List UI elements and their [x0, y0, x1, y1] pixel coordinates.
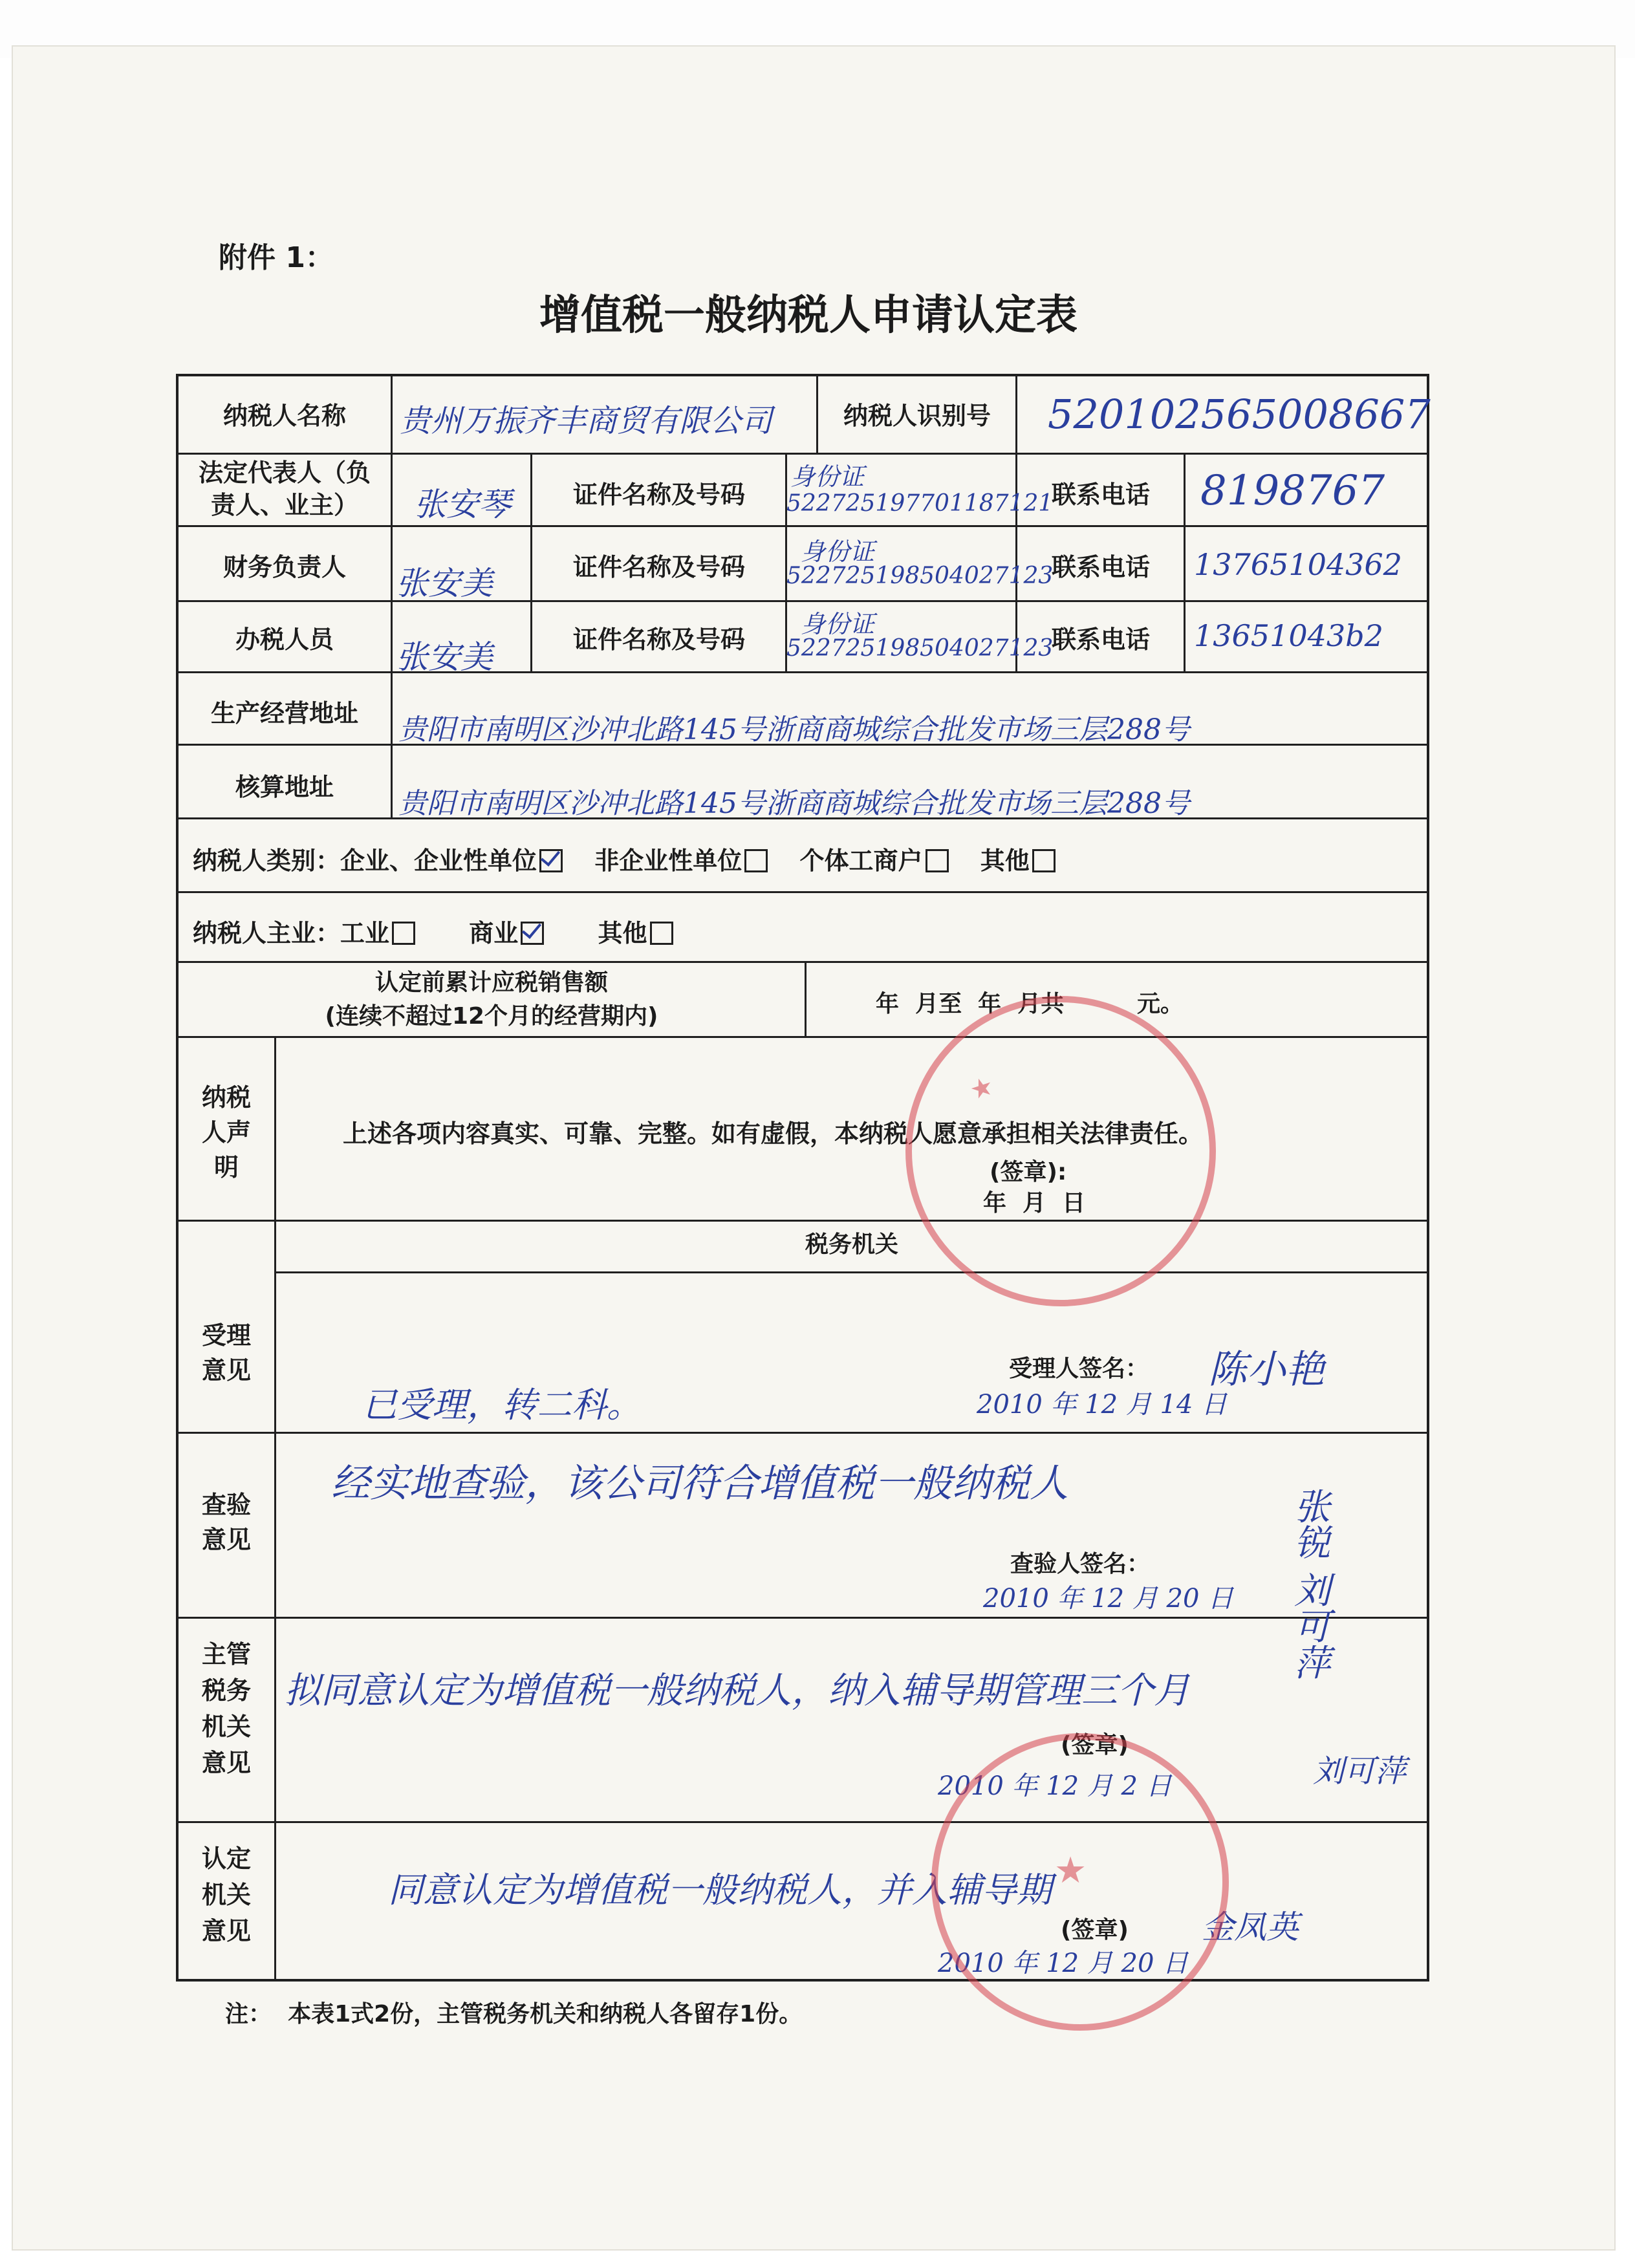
sales-label: [179, 966, 805, 1033]
rule-14: [176, 1821, 1429, 1823]
category-prefix: 纳税人类别：企业、企业性单位: [193, 847, 537, 875]
supervisor-opinion: 拟同意认定为增值税一般纳税人，纳入辅导期管理三个月: [285, 1670, 1190, 1712]
vrule-mid-1: [816, 374, 818, 454]
tax-officer-id-no: 522725198504027123: [786, 635, 1054, 662]
legal-rep-id-label: 证件名称及号码: [572, 481, 745, 509]
table-border-bottom: [176, 1979, 1429, 1982]
rule-13: [176, 1617, 1429, 1619]
category-individual-checkbox[interactable]: [926, 849, 949, 872]
approve-opinion: 同意认定为增值税一般纳税人，并入辅导期: [388, 1870, 1052, 1910]
category-other-checkbox[interactable]: [1032, 849, 1056, 872]
legal-rep-id-type: 身份证: [790, 462, 865, 491]
approve-label: [179, 1841, 274, 1949]
legal-rep-label: [179, 457, 391, 521]
declaration-label-3: 明: [213, 1153, 239, 1182]
declaration-text: 上述各项内容真实、可靠、完整。如有虚假，本纳税人愿意承担相关法律责任。: [343, 1119, 1204, 1148]
rule-8: [176, 961, 1429, 963]
taxpayer-id-label: 纳税人识别号: [843, 402, 991, 430]
accept-label-1: 受理: [201, 1321, 251, 1350]
accept-label-2: 意见: [201, 1356, 251, 1385]
inspect-label-1: 查验: [201, 1491, 251, 1519]
legal-rep-phone-label: 联系电话: [1051, 481, 1150, 509]
finance-id-label: 证件名称及号码: [572, 553, 745, 581]
legal-rep-name: 张安琴: [414, 486, 511, 523]
accept-date: 2010 年 12 月 14 日: [977, 1390, 1228, 1420]
supervisor-label-1: 主管: [201, 1640, 251, 1669]
inspect-date: 2010 年 12 月 20 日: [983, 1584, 1234, 1614]
acct-address-label: 核算地址: [235, 773, 334, 801]
accept-signer: 陈小艳: [1208, 1347, 1325, 1392]
tax-officer-label: 办税人员: [235, 625, 334, 654]
supervisor-seal: (签章): [1061, 1732, 1129, 1758]
rule-1: [176, 453, 1429, 455]
rule-2: [176, 525, 1429, 527]
finance-phone-label: 联系电话: [1051, 553, 1150, 581]
business-commerce-checkbox[interactable]: [521, 922, 544, 945]
tax-officer-phone: 13651043b2: [1194, 618, 1383, 653]
finance-label: 财务负责人: [222, 553, 346, 581]
accept-signer-label: 受理人签名：: [1009, 1355, 1149, 1382]
rule-12: [176, 1432, 1429, 1434]
declaration-seal: (签章):: [990, 1159, 1067, 1185]
taxpayer-name-label: 纳税人名称: [222, 402, 346, 430]
tax-officer-name: 张安美: [396, 638, 493, 676]
tax-officer-id-type: 身份证: [801, 610, 875, 638]
company-seal-star-icon: ★: [966, 1070, 998, 1107]
inspect-signers: 张锐 刘可萍: [1288, 1487, 1330, 1680]
inspect-label: [179, 1487, 274, 1557]
supervisor-label: [179, 1636, 274, 1781]
form-title: 增值税一般纳税人申请认定表: [539, 292, 1077, 340]
taxpayer-id-value: 520102565008667: [1048, 391, 1431, 438]
finance-phone: 13765104362: [1194, 547, 1402, 582]
business-opt3: 其他: [598, 919, 647, 947]
business-other-checkbox[interactable]: [650, 922, 673, 945]
accept-opinion: 已受理，转二科。: [362, 1385, 642, 1425]
finance-name: 张安美: [396, 565, 493, 602]
accept-label: [179, 1318, 274, 1388]
tax-officer-phone-label: 联系电话: [1051, 625, 1150, 654]
approve-label-2: 机关: [201, 1881, 251, 1909]
sales-label-line1: 认定前累计应税销售额: [374, 969, 608, 996]
legal-rep-id-no: 522725197701187121: [786, 490, 1054, 517]
declaration-label-2: 人声: [201, 1118, 251, 1147]
finance-id-no: 522725198504027123: [786, 563, 1054, 589]
tax-bureau-seal-star-icon: ★: [1054, 1850, 1087, 1892]
tax-officer-id-label: 证件名称及号码: [572, 625, 745, 654]
business-industry-checkbox[interactable]: [392, 922, 415, 945]
taxpayer-category-row: [193, 841, 1056, 876]
supervisor-signer: 刘可萍: [1313, 1753, 1407, 1789]
inspect-opinion: 经实地查验，该公司符合增值税一般纳税人: [331, 1461, 1068, 1506]
vrule-label-col-a: [391, 374, 393, 526]
sales-period: 年 月至 年 月共 元。: [876, 991, 1184, 1017]
rule-3: [176, 600, 1429, 602]
supervisor-label-2: 税务: [201, 1676, 251, 1705]
inspect-label-2: 意见: [201, 1526, 251, 1554]
biz-address-value: 贵阳市南明区沙冲北路145号浙商商城综合批发市场三层288号: [398, 713, 1190, 746]
footer-note: 注： 本表1式2份，主管税务机关和纳税人各留存1份。: [225, 2001, 803, 2027]
category-enterprise-checkbox[interactable]: [539, 849, 563, 872]
vrule-label-col-c: [391, 671, 393, 819]
business-prefix: 纳税人主业：工业: [193, 919, 390, 947]
finance-id-type: 身份证: [801, 537, 875, 566]
category-non-enterprise-checkbox[interactable]: [744, 849, 768, 872]
approve-date: 2010 年 12 月 20 日: [938, 1949, 1189, 1978]
vrule-sales: [805, 961, 807, 1037]
table-border-top: [176, 374, 1429, 376]
legal-rep-label-line2: 责人、业主）: [210, 491, 358, 519]
legal-rep-label-line1: 法定代表人（负: [198, 459, 371, 487]
biz-address-label: 生产经营地址: [210, 699, 358, 728]
supervisor-label-4: 意见: [201, 1749, 251, 1777]
rule-10: [176, 1220, 1429, 1222]
sales-label-line2: (连续不超过12个月的经营期内): [325, 1003, 658, 1030]
category-opt2: 非企业性单位: [594, 847, 742, 875]
taxpayer-name-value: 贵州万振齐丰商贸有限公司: [400, 403, 773, 439]
declaration-date: 年 月 日: [983, 1190, 1086, 1216]
company-seal: [905, 996, 1216, 1306]
vrule-mid-2: [1015, 374, 1017, 454]
approve-signer: 金凤英: [1202, 1908, 1299, 1946]
main-business-row: [193, 913, 673, 949]
acct-address-value: 贵阳市南明区沙冲北路145号浙商商城综合批发市场三层288号: [398, 787, 1190, 820]
category-opt4: 其他: [980, 847, 1030, 875]
approve-seal: (签章): [1061, 1917, 1129, 1943]
attachment-label: 附件 1：: [219, 241, 334, 274]
category-opt3: 个体工商户: [799, 847, 923, 875]
rule-11: [274, 1271, 1429, 1273]
rule-7: [176, 891, 1429, 893]
legal-rep-phone: 8198767: [1200, 467, 1385, 515]
vrule-id-label-left: [530, 453, 532, 673]
approve-label-3: 意见: [201, 1917, 251, 1945]
supervisor-label-3: 机关: [201, 1712, 251, 1741]
declaration-label-1: 纳税: [201, 1083, 251, 1112]
declaration-label: [179, 1080, 274, 1185]
vrule-section-labels: [274, 1036, 276, 1980]
supervisor-date: 2010 年 12 月 2 日: [938, 1771, 1172, 1801]
table-border-right: [1427, 374, 1429, 1982]
inspect-signer-label: 查验人签名：: [1010, 1551, 1151, 1577]
rule-4: [176, 671, 1429, 673]
business-opt2: 商业: [469, 919, 519, 947]
vrule-phone-right: [1184, 453, 1186, 673]
approve-label-1: 认定: [201, 1844, 251, 1873]
tax-authority-header: 税务机关: [805, 1231, 898, 1258]
rule-9: [176, 1036, 1429, 1038]
